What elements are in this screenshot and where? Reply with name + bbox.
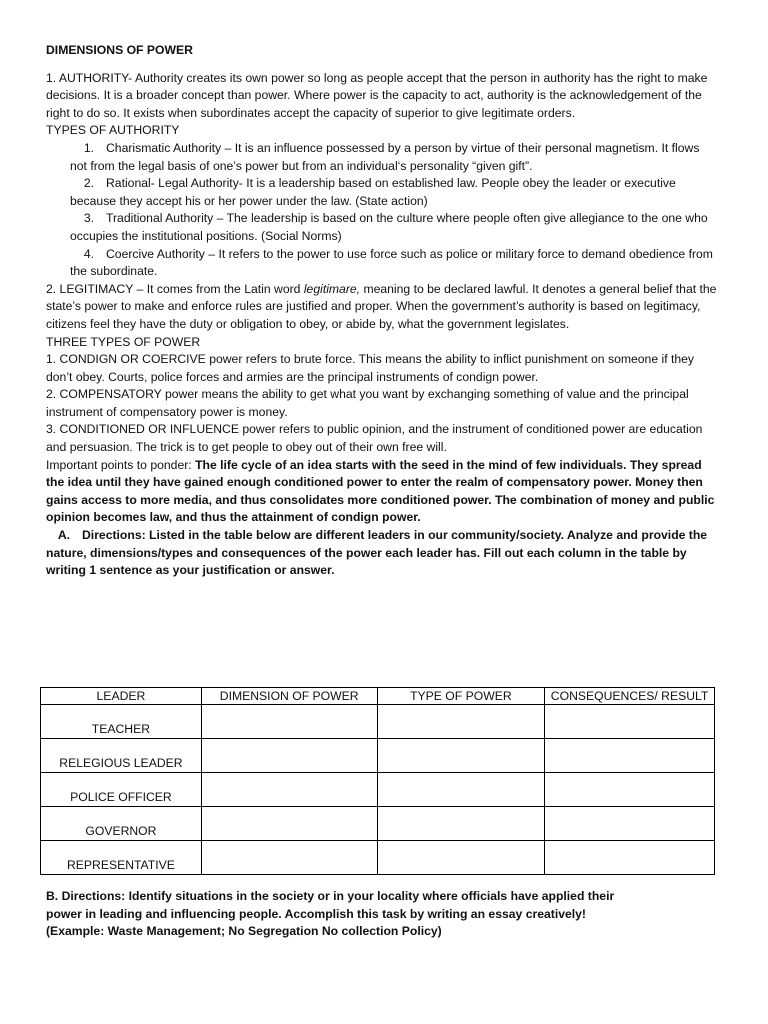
- power-type-paragraph: 3. CONDITIONED OR INFLUENCE power refers to public opinion, and the instrument of conditioned power are education and persuasion. The trick is to get people to obey out of their own free will.: [46, 422, 703, 455]
- type-item: 2. Rational- Legal Authority- It is a leadership based on established law. People obey the leader or executive because they accept his or her power under the law. (State action): [70, 176, 676, 208]
- answer-cell[interactable]: [201, 807, 377, 841]
- leader-cell: REPRESENTATIVE: [41, 841, 202, 875]
- authority-heading: 1. AUTHORITY-: [46, 70, 133, 85]
- type-item: 1. Charismatic Authority – It is an influence possessed by a person by virtue of their personal magnetism. It flows not from the legal basis of one’s power but from an individual‘s personality “given gift”.: [70, 140, 700, 173]
- table-row: [41, 807, 715, 841]
- types-of-authority-heading: TYPES OF AUTHORITY: [46, 123, 180, 138]
- table-row: [41, 773, 715, 807]
- leader-cell: TEACHER: [41, 705, 202, 739]
- column-header: DIMENSION OF POWER: [201, 688, 377, 705]
- answer-cell[interactable]: [377, 841, 545, 875]
- type-item: 3. Traditional Authority – The leadership is based on the culture where people often give allegiance to the one who occupies the institutional positions. (Social Norms): [70, 211, 708, 243]
- leaders-table: [40, 687, 715, 875]
- type-item: 4. Coercive Authority – It refers to the power to use force such as police or military force to demand obedience from the subordinate.: [70, 246, 713, 279]
- answer-cell[interactable]: [201, 773, 377, 807]
- answer-cell[interactable]: [201, 705, 377, 739]
- ponder-label: Important points to ponder:: [46, 457, 196, 472]
- table-row: [41, 841, 715, 875]
- answer-cell[interactable]: [545, 841, 715, 875]
- power-type-paragraph: 1. CONDIGN OR COERCIVE power refers to brute force. This means the ability to inflict punishment on someone if they don’t obey. Courts, police forces and armies are the principal instruments of condign power.: [46, 352, 695, 384]
- ponder-paragraph: [46, 457, 718, 527]
- column-header: LEADER: [41, 688, 202, 705]
- ponder-text: The life cycle of an idea starts with the seed in the mind of few individuals. They spread the idea until they have gained enough conditioned power to enter the realm of compensatory power. Money then gains access to more media, and thus consolidates more conditioned power. The combination of money and public opinion becomes law, and thus the attainment of condign power.: [46, 457, 715, 525]
- leader-cell: POLICE OFFICER: [41, 773, 202, 807]
- answer-cell[interactable]: [377, 739, 545, 773]
- directions-a: A. Directions: Listed in the table below are different leaders in our community/society. Analyze and provide the nature, dimensions/types and consequences of the power each leader has. Fill out each column in the table by writing 1 sentence as your justification or answer.: [46, 528, 708, 578]
- directions-b: B. Directions: Identify situations in the society or in your locality where officials have applied their power in leading and influencing people. Accomplish this task by writing an essay creatively! (Example: Waste Management; No Segregation No collection Policy): [46, 889, 615, 939]
- column-header: CONSEQUENCES/ RESULT: [545, 688, 715, 705]
- answer-cell[interactable]: [377, 705, 545, 739]
- authority-paragraph: [46, 70, 718, 123]
- latin-term: legitimare,: [303, 281, 361, 296]
- answer-cell[interactable]: [201, 739, 377, 773]
- table-header-row: [41, 688, 715, 705]
- leader-cell: RELEGIOUS LEADER: [41, 739, 202, 773]
- answer-cell[interactable]: [377, 773, 545, 807]
- answer-cell[interactable]: [545, 807, 715, 841]
- answer-cell[interactable]: [545, 773, 715, 807]
- three-types-heading: THREE TYPES OF POWER: [46, 334, 201, 349]
- answer-cell[interactable]: [377, 807, 545, 841]
- answer-cell[interactable]: [545, 705, 715, 739]
- authority-text: Authority creates its own power so long as people accept that the person in authority has the right to make decisions. It is a broader concept than power. Where power is the capacity to act, authority is the acknowledgement of the right to do so. It exists when subordinates accept the capacity of superior to give legitimate orders.: [46, 70, 708, 120]
- table-row: [41, 739, 715, 773]
- leader-cell: GOVERNOR: [41, 807, 202, 841]
- power-type-paragraph: 2. COMPENSATORY power means the ability to get what you want by exchanging something of value and the principal instrument of compensatory power is money.: [46, 387, 689, 419]
- table-row: [41, 705, 715, 739]
- document-title: DIMENSIONS OF POWER: [46, 43, 193, 57]
- legitimacy-paragraph: 2. LEGITIMACY – It comes from the Latin word legitimare, meaning to be declared lawful. It denotes a general belief that the state’s power to make and enforce rules are justified and proper. When the government’s authority is based on legitimacy, citizens feel they have the duty or obligation to obey, or abide by, what the government legislates.: [46, 281, 717, 331]
- document-body: [46, 42, 718, 580]
- answer-cell[interactable]: [201, 841, 377, 875]
- answer-cell[interactable]: [545, 739, 715, 773]
- column-header: TYPE OF POWER: [377, 688, 545, 705]
